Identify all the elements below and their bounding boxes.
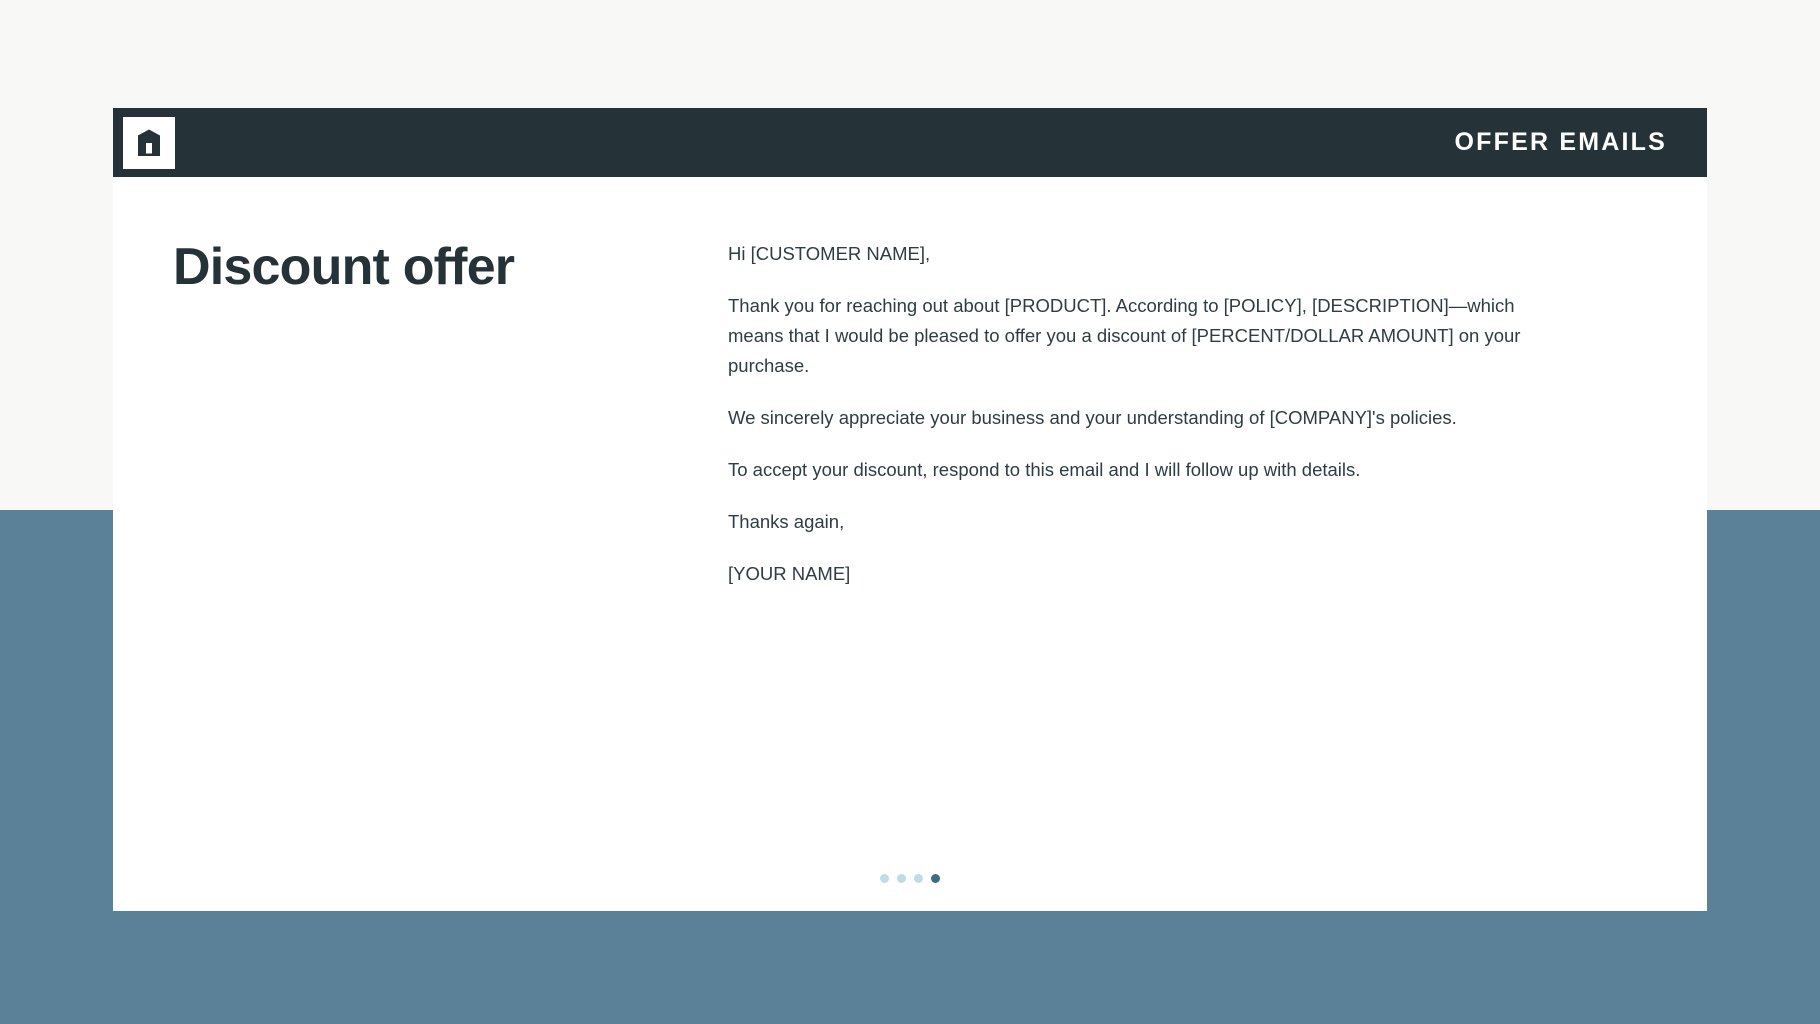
page-title: OFFER EMAILS	[1454, 128, 1667, 156]
slide-pagination[interactable]	[113, 874, 1707, 883]
slide-title-column	[113, 177, 713, 911]
pagination-dot-2[interactable]	[897, 874, 906, 883]
slide-title: Discount offer	[173, 238, 515, 296]
slide-body	[113, 177, 1707, 911]
email-paragraph-offer: Thank you for reaching out about [PRODUCT]. According to [POLICY], [DESCRIPTION]—which means that I would be pleased to offer you a discount of [PERCENT/DOLLAR AMOUNT] on your purchase.	[728, 294, 1521, 376]
pagination-dot-3[interactable]	[914, 874, 923, 883]
email-signoff: Thanks again,	[728, 510, 845, 532]
pagination-dot-1[interactable]	[880, 874, 889, 883]
email-signature: [YOUR NAME]	[728, 562, 851, 584]
pagination-dot-4[interactable]	[931, 874, 940, 883]
slide-header	[113, 108, 1707, 177]
email-paragraph-appreciation: We sincerely appreciate your business and your understanding of [COMPANY]'s policies.	[728, 406, 1457, 428]
building-logo-icon	[123, 117, 175, 169]
slide-card	[113, 108, 1707, 911]
email-template-column	[713, 177, 1707, 911]
email-greeting: Hi [CUSTOMER NAME],	[728, 243, 931, 264]
email-paragraph-accept: To accept your discount, respond to this email and I will follow up with details.	[728, 458, 1361, 480]
